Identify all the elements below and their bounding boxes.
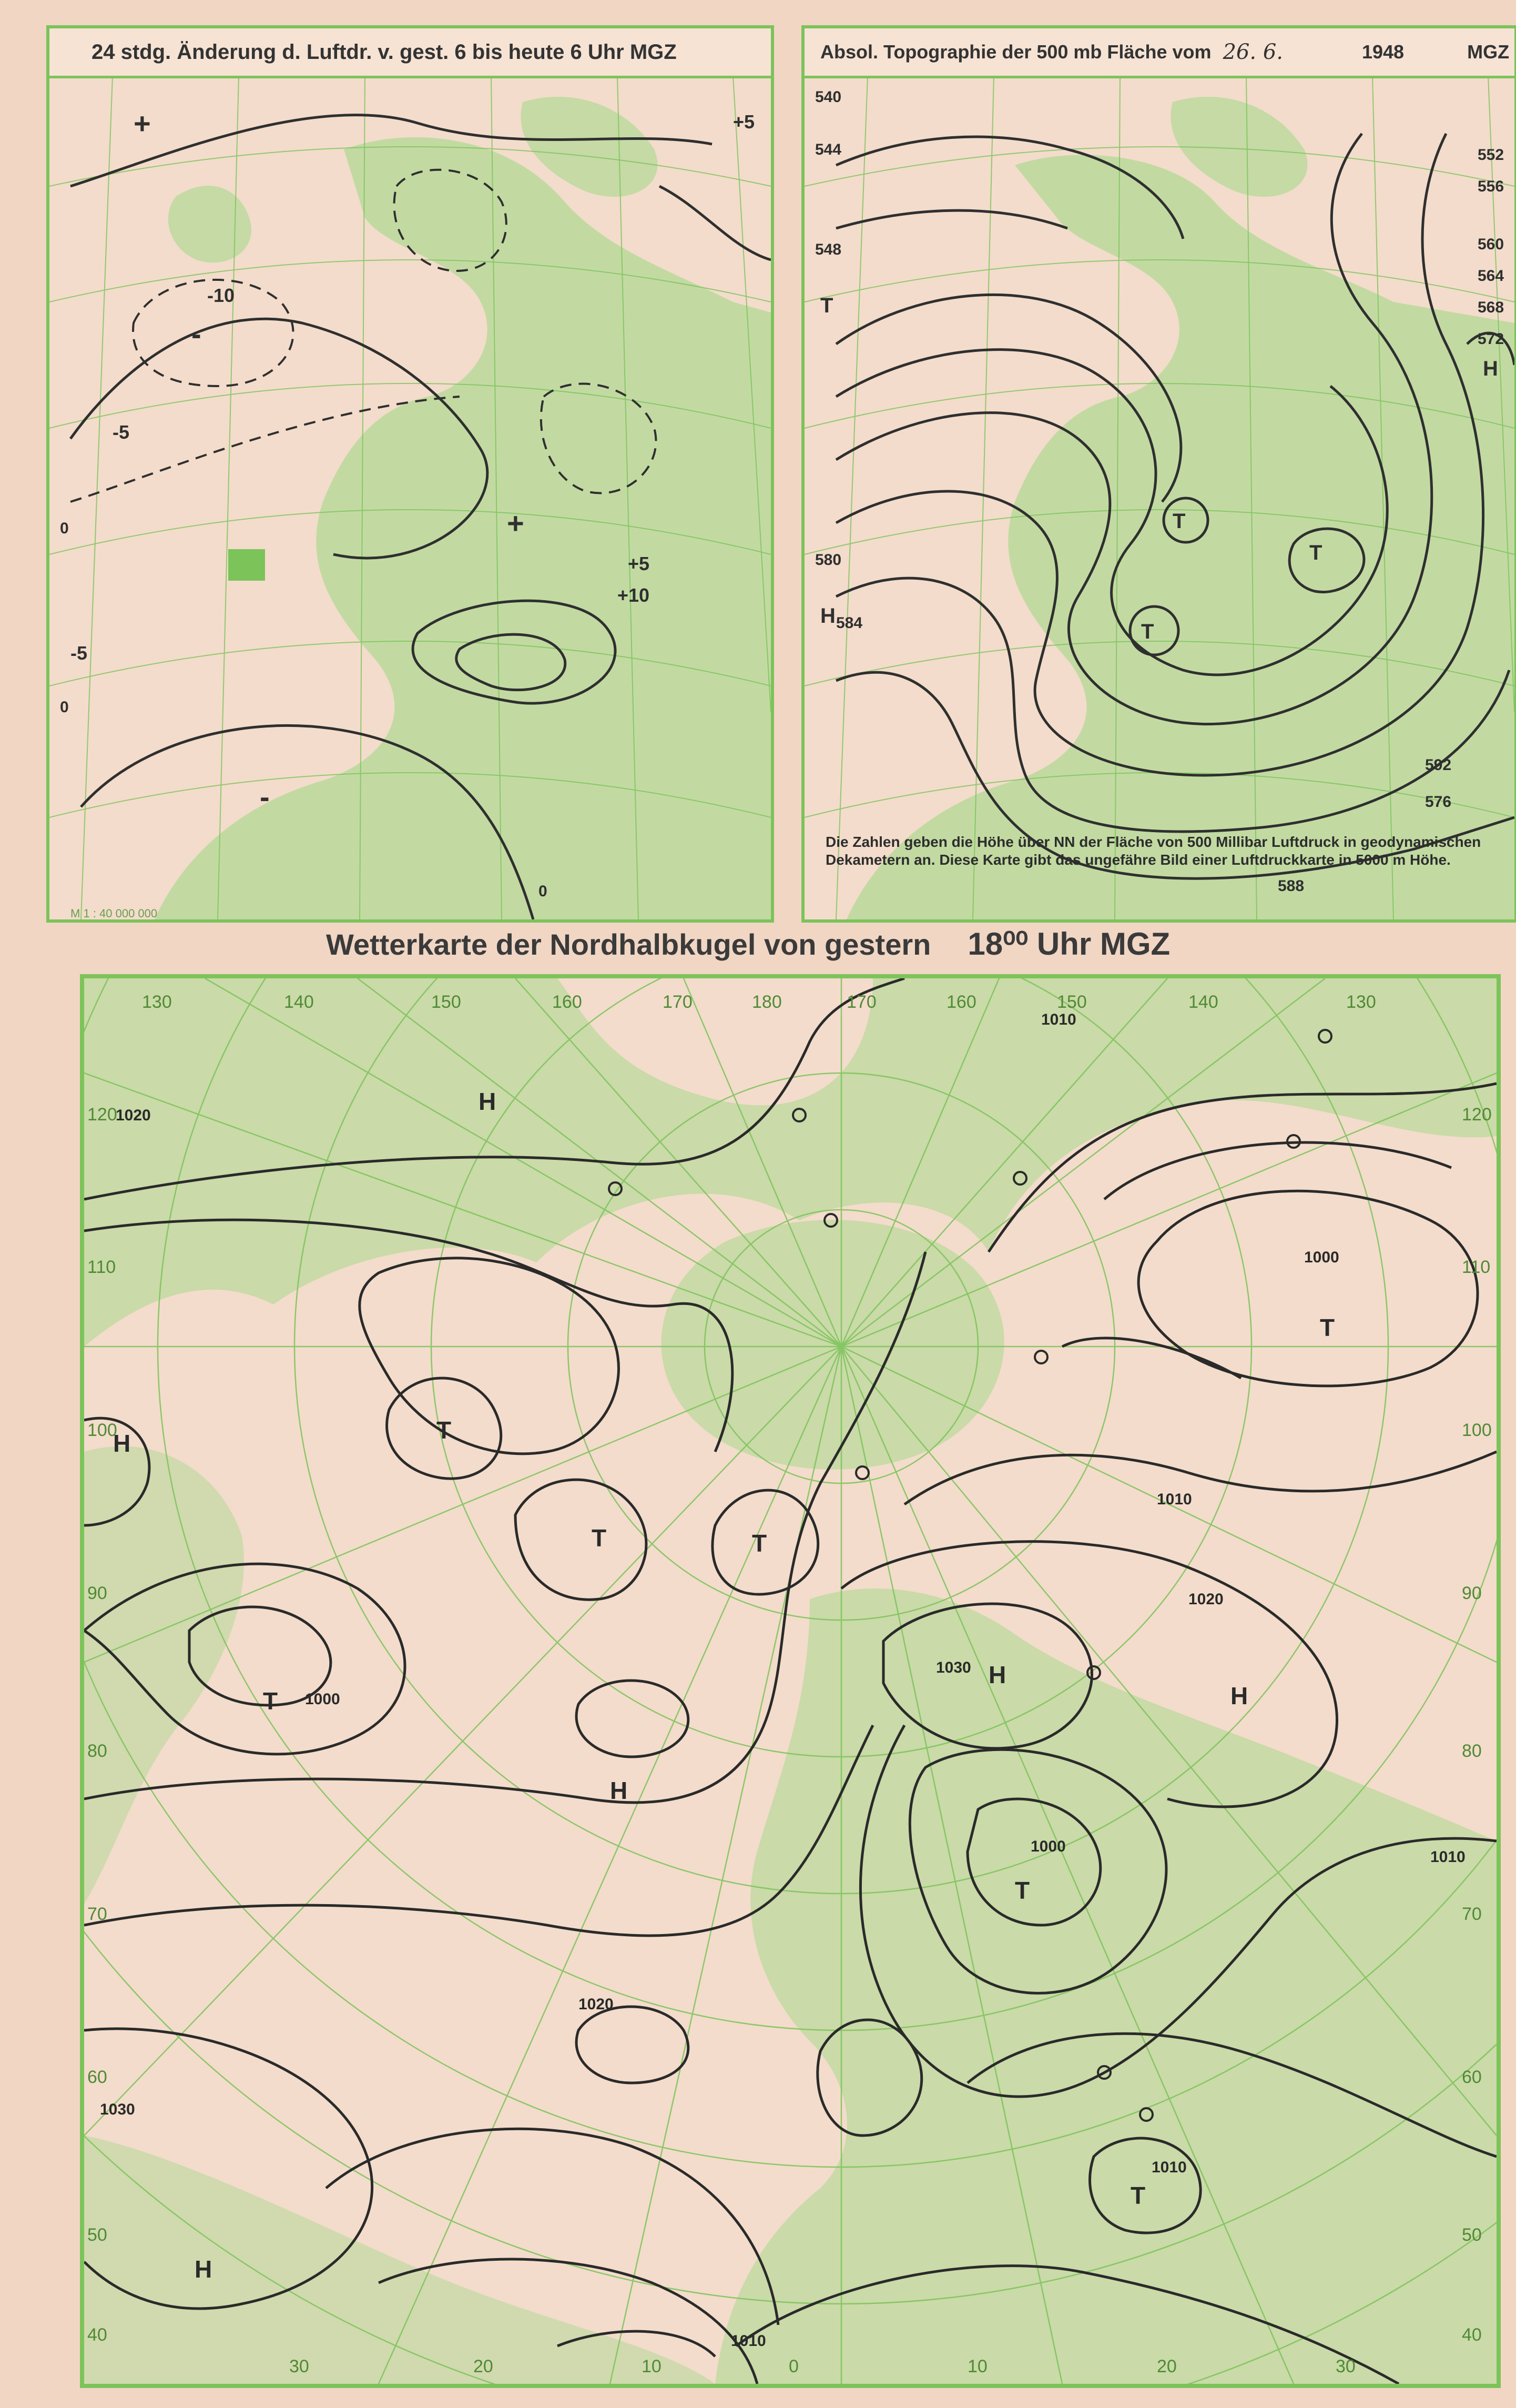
topography-year: 1948 [1361,41,1405,63]
center-2: T [436,1417,452,1444]
right-lat-4: 90 [1462,1583,1482,1603]
top-lon-3: 150 [431,992,461,1012]
top-lon-10: 140 [1188,992,1218,1012]
zero-label-2: 0 [60,699,69,716]
center-13: T [1131,2182,1146,2209]
pressure-change-title-text: 24 stdg. Änderung d. Luftdr. v. gest. 6 bis heute 6 Uhr MGZ [91,40,677,64]
change-label-plus10: +10 [617,584,650,606]
change-label-plus5-b: +5 [733,111,755,133]
contour-572: 572 [1478,330,1504,348]
topography-500mb-panel [801,25,1516,923]
bottom-lon-3: 10 [642,2356,662,2376]
topography-zone: MGZ [1467,41,1510,63]
left-lat-8: 50 [87,2225,107,2245]
bottom-lon-2: 20 [473,2356,493,2376]
pressure-change-svg [49,28,771,919]
contour-556: 556 [1478,178,1504,195]
isobar-label-10: 1020 [578,1996,614,2013]
contour-560: 560 [1478,236,1504,253]
contour-564: 564 [1478,267,1504,285]
center-8: T [263,1687,278,1715]
top-lon-2: 140 [284,992,314,1012]
center-11: H [479,1088,496,1115]
bottom-lon-5: 10 [968,2356,988,2376]
topo-center-t4: T [1309,541,1322,564]
highlight-patch [228,549,265,581]
contour-588: 588 [1278,877,1305,895]
center-plus-2: + [507,507,524,540]
isobar-label-6: 1030 [936,1659,971,1676]
contour-592: 592 [1425,756,1452,774]
center-10: T [1015,1877,1030,1904]
topo-center-h2: H [1483,357,1498,380]
isobar-label-3: 1000 [1304,1249,1339,1266]
contour-568: 568 [1478,299,1504,316]
isobar-label-4: 1010 [1157,1491,1192,1508]
center-4: T [592,1524,607,1552]
contour-544: 544 [815,141,842,158]
zero-label-1: 0 [60,520,69,537]
isobar-label-9: 1030 [100,2101,135,2118]
topography-date: 26. 6. [1223,40,1283,64]
isobar-label-13: 1010 [1152,2159,1187,2176]
isobar-label-1: 1020 [116,1107,151,1124]
left-lat-6: 70 [87,1904,107,1924]
northern-hemisphere-svg [84,978,1497,2384]
right-lat-5: 80 [1462,1741,1482,1761]
top-lon-7: 170 [847,992,877,1012]
contour-540: 540 [815,88,842,106]
isobar-label-8: 1010 [1430,1848,1466,1866]
top-lon-6: 180 [752,992,782,1012]
top-lon-8: 160 [947,992,976,1012]
top-lon-11: 130 [1346,992,1376,1012]
contour-552: 552 [1478,146,1504,164]
topography-title-prefix: Absol. Topographie der 500 mb Fläche vom [820,41,1212,63]
topography-note: Die Zahlen geben die Höhe über NN der Fläche von 500 Millibar Luftdruck in geodynamischen Dekametern an. Diese Karte gibt das ungefähre Bild einer Luftdruckkarte in 5000 m Höhe. [826,834,1481,868]
center-12: T [1320,1314,1335,1341]
right-lat-3: 100 [1462,1420,1492,1440]
bottom-lon-1: 30 [289,2356,309,2376]
contour-576: 576 [1425,793,1452,811]
right-lat-6: 70 [1462,1904,1482,1924]
scale-note: M 1 : 40 000 000 [70,907,158,919]
topo-center-t1: T [820,294,833,317]
isobar-label-5: 1020 [1188,1591,1224,1608]
bottom-lon-6: 20 [1157,2356,1177,2376]
center-7: H [1230,1682,1248,1709]
right-lat-7: 60 [1462,2067,1482,2087]
contour-548: 548 [815,241,842,258]
left-lat-2: 110 [87,1257,116,1277]
topography-svg [805,28,1514,919]
main-title-time: 18⁰⁰ Uhr MGZ [968,926,1171,962]
left-lat-3: 100 [87,1420,117,1440]
center-5: H [989,1661,1006,1688]
main-map-title [326,926,1273,963]
contour-584: 584 [836,614,863,632]
zero-label-3: 0 [538,883,547,900]
left-lat-7: 60 [87,2067,107,2087]
isobar-label-2: 1010 [1041,1011,1076,1028]
pressure-change-panel [46,25,774,923]
isobar-label-12: 1000 [305,1691,340,1708]
right-lat-9: 40 [1462,2325,1482,2345]
left-lat-1: 120 [87,1105,117,1125]
right-lat-8: 50 [1462,2225,1482,2245]
center-3: H [610,1777,628,1804]
change-label-plus5: +5 [628,553,650,574]
topo-center-h1: H [820,604,836,628]
left-lat-4: 90 [87,1583,107,1603]
main-title-text: Wetterkarte der Nordhalbkugel von gestern [326,928,931,961]
center-minus-1: - [191,317,201,350]
left-lat-5: 80 [87,1741,107,1761]
change-label-minus5-b: -5 [70,642,88,664]
center-9: H [195,2255,212,2283]
center-minus-2: - [260,780,270,813]
right-lat-2: 110 [1462,1257,1491,1277]
top-lon-4: 160 [552,992,582,1012]
topo-center-t3: T [1141,620,1154,643]
bottom-lon-7: 30 [1336,2356,1356,2376]
topo-center-t2: T [1173,510,1186,533]
top-lon-9: 150 [1057,992,1087,1012]
change-label-minus5-a: -5 [113,421,130,443]
bottom-lon-4: 0 [789,2356,799,2376]
center-6: T [752,1530,767,1557]
isobar-label-7: 1000 [1031,1838,1066,1855]
contour-580: 580 [815,551,842,569]
center-1: H [113,1430,131,1457]
northern-hemisphere-map-panel [80,974,1501,2388]
center-plus-1: + [134,107,151,140]
left-lat-9: 40 [87,2325,107,2345]
right-lat-1: 120 [1462,1105,1492,1125]
isobar-label-11: 1010 [731,2332,766,2350]
top-lon-5: 170 [663,992,693,1012]
change-label-minus10: -10 [207,285,235,306]
top-lon-1: 130 [142,992,172,1012]
